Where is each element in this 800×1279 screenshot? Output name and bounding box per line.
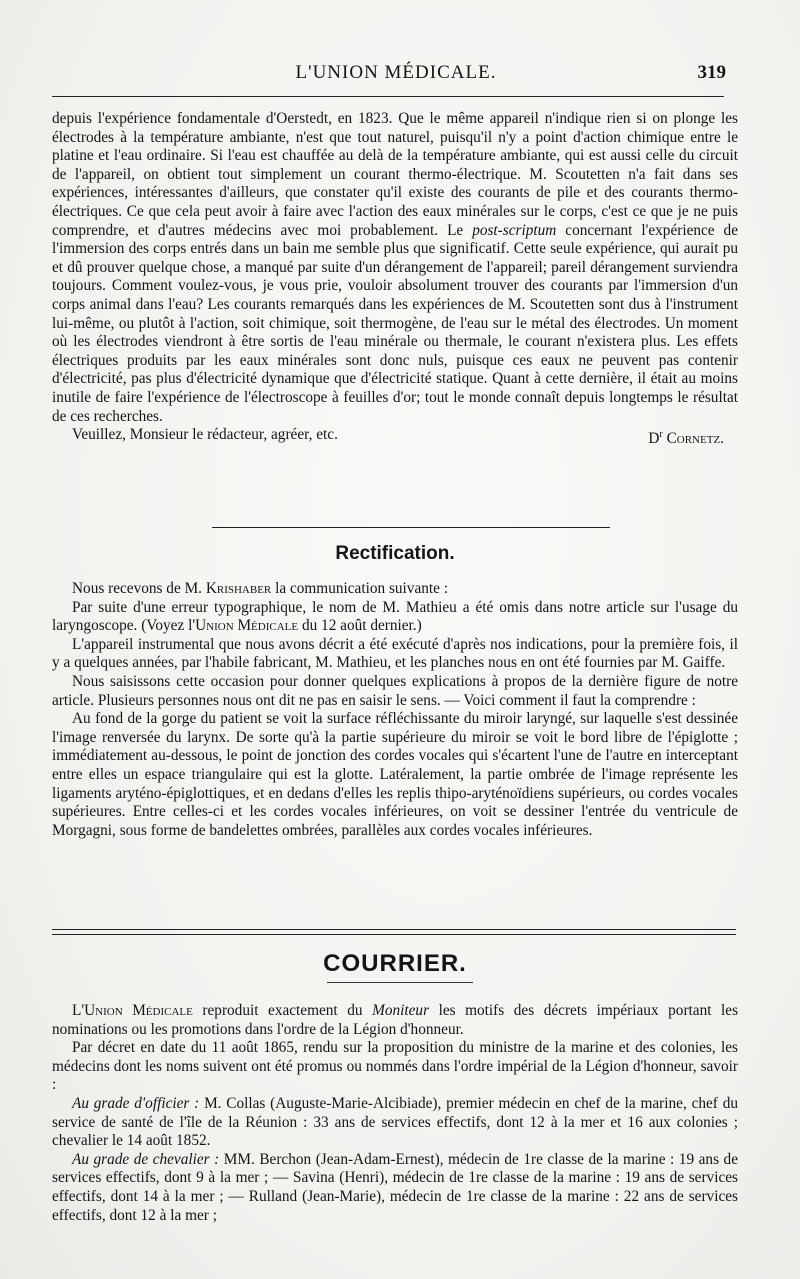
courrier-paragraph-3: Au grade d'officier : M. Collas (Auguste-Marie-Alcibiade), premier médecin en chef de la marine, chef du service de santé de l'île de la Réunion : 33 ans de services effectifs, dont 12 à la mer et 16 aux colonies ; chevalier le 14 août 1852. [52,1094,738,1150]
letter-section [52,110,738,448]
rectification-paragraph-1: Par suite d'une erreur typographique, le nom de M. Mathieu a été omis dans notre article sur l'usage du laryngoscope. (Voyez l'Union Médicale du 12 août dernier.) [52,598,738,635]
letter-paragraph: depuis l'expérience fondamentale d'Oerstedt, en 1823. Que le même appareil n'indique rien si on plonge les électrodes à la température ambiante, n'est que tout naturel, puisqu'il n'y a point d'action chimique entre le platine et l'eau ordinaire. Si l'eau est chauffée au delà de la température ambiante, qui est aussi celle du circuit de l'appareil, on obtient tout simplement un courant thermo-électrique. M. Scoutetten n'a fait dans ses expériences, intéressantes d'ailleurs, que constater qu'il existe des courants de pile et des courants thermo-électriques. Ce que cela peut avoir à faire avec l'action des eaux minérales sur le corps, c'est ce que je ne puis comprendre, et d'autres médecins avec moi probablement. Le post-scriptum concernant l'expérience de l'immersion des corps entrés dans un bain me semble plus que significatif. Cette seule expérience, qui aurait pu et dû prouver quelque chose, a manqué par suite d'un dérangement de l'appareil; pareil dérangement surviendra toujours. Comment voulez-vous, je vous prie, vouloir absolument trouver des courants par l'immersion d'un corps animal dans l'eau? Les courants remarqués dans les expériences de M. Scoutetten sont dus à l'instrument lui-même, ou plutôt à l'action, soit chimique, soit thermogène, de l'eau sur le métal des électrodes. Un moment où les électrodes viendront à être sortis de l'eau minérale ou thermale, le courant n'existera plus. Les effets électriques produits par les eaux minérales sont donc nuls, puisque ces eaux ne peuvent pas contenir d'électricité, pas plus d'électricité dynamique que d'électricité statique. Quant à cette dernière, il était au moins inutile de faire l'expérience de l'électroscope à feuilles d'or; tout le monde connaît depuis longtemps le résultat de ces recherches. [52,110,738,425]
journal-title: L'UNION MÉDICALE. [295,62,497,83]
letter-signature: $D^r$ Cornetz. [648,429,724,448]
rectification-paragraph-3: Nous saisissons cette occasion pour donner quelques explications à propos de la dernière figure de notre article. Plusieurs personnes nous ont dit ne pas en saisir le sens. — Voici comment il faut la comprendre : [52,672,738,709]
courrier-paragraph-2: Par décret en date du 11 août 1865, rendu sur la proposition du ministre de la marine et des colonies, les médecins dont les noms suivent ont été promus ou nommés dans l'ordre impérial de la Légion d'honneur, savoir : [52,1039,738,1094]
section-separator [212,527,610,528]
courrier-section [52,1002,738,1225]
courrier-paragraph-1: L'Union Médicale reproduit exactement du Moniteur les motifs des décrets impériaux portant les nominations ou les promotions dans l'ordre de la Légion d'honneur. [52,1002,739,1038]
page-number: 319 [697,62,726,83]
double-rule [52,929,736,935]
courrier-paragraph-4: Au grade de chevalier : MM. Berchon (Jean-Adam-Ernest), médecin de 1re classe de la marine : 19 ans de services effectifs, dont 9 à la mer ; — Savina (Henri), médecin de 1re classe de la marine : 19 ans de services effectifs, dont 14 à la mer ; — Rulland (Jean-Marie), médecin de 1re classe de la marine : 22 ans de services effectifs, dont 12 à la mer ; [52,1150,738,1224]
header-rule [52,96,724,97]
rectification-paragraph-4: Au fond de la gorge du patient se voit la surface réfléchissante du miroir laryngé, sur laquelle s'est dessinée l'image renversée du larynx. De sorte qu'à la partie supérieure du miroir se voit le bord libre de l'épiglotte ; immédiatement au-dessous, le point de jonction des cordes vocales qui s'écartent l'une de l'autre en interceptant entre elles un espace triangulaire qui est la glotte. Latéralement, la partie ombrée de l'image représente les ligaments aryténo-épiglottiques, et en dedans d'elles les replis thipo-aryténoïdiens supérieurs, ou cordes vocales supérieures. Entre celles-ci et les cordes vocales inférieures, on voit se dessiner l'entrée du ventricule de Morgagni, sous forme de bandelettes ombrées, parallèles aux cordes vocales inférieures. [52,710,738,839]
courrier-underline [327,982,473,983]
rectification-heading: Rectification. [335,543,455,564]
running-head [52,60,740,90]
letter-closing: Veuillez, Monsieur le rédacteur, agréer, etc. [72,426,338,444]
signature-line [52,426,738,448]
rectification-section [52,580,738,840]
rectification-intro: Nous recevons de M. Krishaber la communication suivante : [72,580,449,597]
rectification-paragraph-2: L'appareil instrumental que nous avons décrit a été exécuté d'après nos indications, pour la première fois, il y a quelques années, par l'habile fabricant, M. Mathieu, et les planches nous en ont été fournies par M. Gaiffe. [52,635,738,672]
post-scriptum-term: post-scriptum [472,221,557,239]
courrier-heading: COURRIER. [323,950,467,977]
